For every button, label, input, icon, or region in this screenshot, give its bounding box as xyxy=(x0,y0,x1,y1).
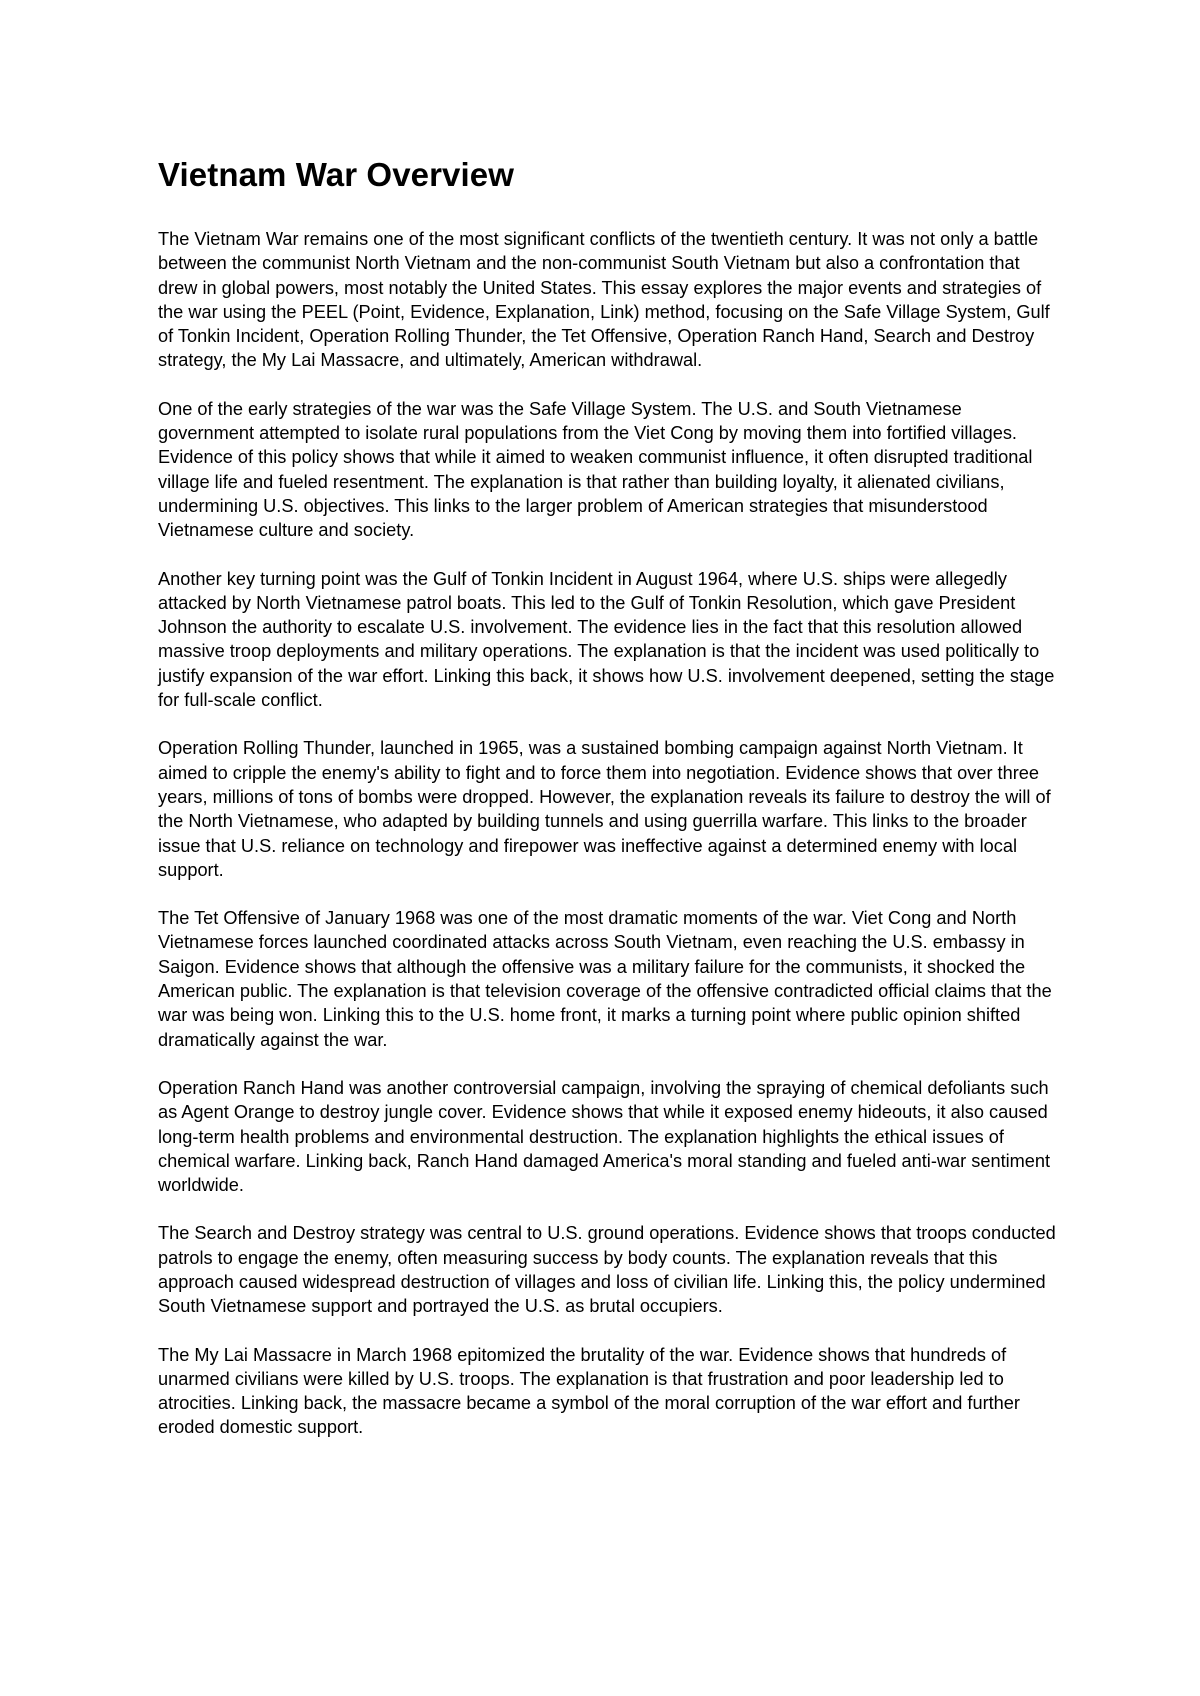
document-page xyxy=(158,155,1058,1464)
paragraph-gulf-of-tonkin: Another key turning point was the Gulf of Tonkin Incident in August 1964, where U.S. ships were allegedly attacked by North Vietnamese patrol boats. This led to the Gulf of Tonkin Resolution, which gave President Johnson the authority to escalate U.S. involvement. The evidence lies in the fact that this resolution allowed massive troop deployments and military operations. The explanation is that the incident was used politically to justify expansion of the war effort. Linking this back, it shows how U.S. involvement deepened, setting the stage for full-scale conflict. xyxy=(158,568,1055,711)
paragraph-tet-offensive: The Tet Offensive of January 1968 was one of the most dramatic moments of the war. Viet Cong and North Vietnamese forces launched coordinated attacks across South Vietnam, even reaching the U.S. embassy in Saigon. Evidence shows that although the offensive was a military failure for the communists, it shocked the American public. The explanation is that television coverage of the offensive contradicted official claims that the war was being won. Linking this to the U.S. home front, it marks a turning point where public opinion shifted dramatically against the war. xyxy=(158,908,1052,1050)
paragraph-rolling-thunder: Operation Rolling Thunder, launched in 1965, was a sustained bombing campaign against North Vietnam. It aimed to cripple the enemy's ability to fight and to force them into negotiation. Evidence shows that over three years, millions of tons of bombs were dropped. However, the explanation reveals its failure to destroy the will of the North Vietnamese, who adapted by building tunnels and using guerrilla warfare. This links to the broader issue that U.S. reliance on technology and firepower was ineffective against a determined enemy with local support. xyxy=(158,738,1051,880)
paragraph-safe-village-system: One of the early strategies of the war was the Safe Village System. The U.S. and South Vietnamese government attempted to isolate rural populations from the Viet Cong by moving them into fortified villages. Evidence of this policy shows that while it aimed to weaken communist influence, it often disrupted traditional village life and fueled resentment. The explanation is that rather than building loyalty, it alienated civilians, undermining U.S. objectives. This links to the larger problem of American strategies that misunderstood Vietnamese culture and society. xyxy=(158,398,1033,541)
document-title: Vietnam War Overview xyxy=(158,156,514,193)
paragraph-my-lai-massacre: The My Lai Massacre in March 1968 epitomized the brutality of the war. Evidence shows that hundreds of unarmed civilians were killed by U.S. troops. The explanation is that frustration and poor leadership led to atrocities. Linking back, the massacre became a symbol of the moral corruption of the war effort and further eroded domestic support. xyxy=(158,1344,1020,1438)
paragraph-ranch-hand: Operation Ranch Hand was another controversial campaign, involving the spraying of chemical defoliants such as Agent Orange to destroy jungle cover. Evidence shows that while it exposed enemy hideouts, it also caused long-term health problems and environmental destruction. The explanation highlights the ethical issues of chemical warfare. Linking back, Ranch Hand damaged America's moral standing and fueled anti-war sentiment worldwide. xyxy=(158,1077,1051,1196)
paragraph-search-and-destroy: The Search and Destroy strategy was central to U.S. ground operations. Evidence shows that troops conducted patrols to engage the enemy, often measuring success by body counts. The explanation reveals that this approach caused widespread destruction of villages and loss of civilian life. Linking this, the policy undermined South Vietnamese support and portrayed the U.S. as brutal occupiers. xyxy=(158,1223,1056,1317)
paragraph-introduction: The Vietnam War remains one of the most significant conflicts of the twentieth century. It was not only a battle between the communist North Vietnam and the non-communist South Vietnam but also a confrontation that drew in global powers, most notably the United States. This essay explores the major events and strategies of the war using the PEEL (Point, Evidence, Explanation, Link) method, focusing on the Safe Village System, Gulf of Tonkin Incident, Operation Rolling Thunder, the Tet Offensive, Operation Ranch Hand, Search and Destroy strategy, the My Lai Massacre, and ultimately, American withdrawal. xyxy=(158,229,1050,371)
